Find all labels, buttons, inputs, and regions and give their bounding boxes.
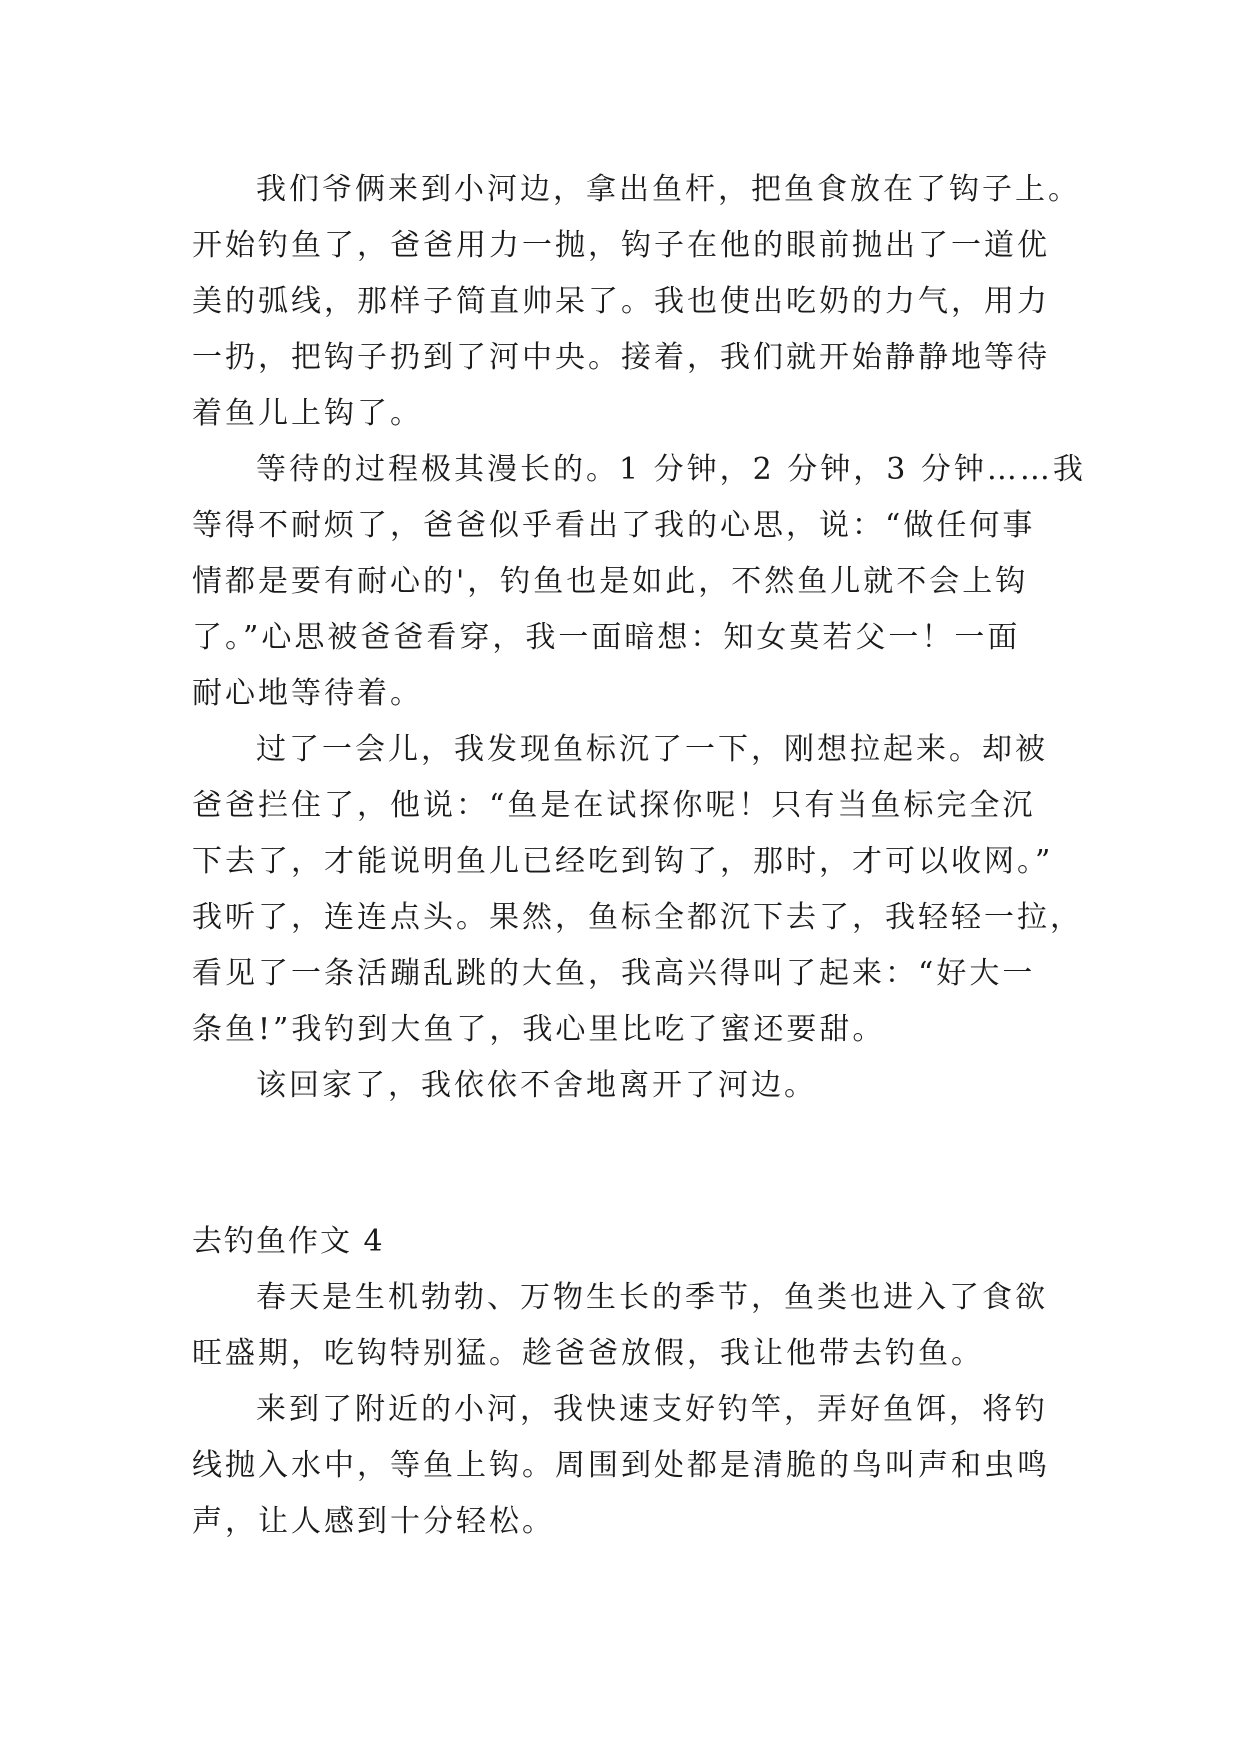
text-line: 线抛入水中，等鱼上钩。周围到处都是清脆的鸟叫声和虫鸣	[192, 1448, 1050, 1483]
text-line: 条鱼!”我钓到大鱼了，我心里比吃了蜜还要甜。	[192, 1012, 886, 1047]
paragraph	[192, 442, 1086, 722]
text-line: 耐心地等待着。	[192, 676, 423, 711]
paragraph	[192, 722, 1083, 1058]
text-line: 声，让人感到十分轻松。	[192, 1504, 555, 1539]
paragraph	[192, 1382, 1072, 1550]
paragraph	[192, 1270, 1072, 1382]
text-line: 情都是要有耐心的'，钓鱼也是如此，不然鱼儿就不会上钩	[192, 564, 1029, 599]
text-line: 爸爸拦住了，他说：“鱼是在试探你呢！只有当鱼标完全沉	[192, 788, 1036, 823]
text-line: 下去了，才能说明鱼儿已经吃到钩了，那时，才可以收网。”	[192, 844, 1054, 879]
text-line: 过了一会儿，我发现鱼标沉了一下，刚想拉起来。却被	[256, 732, 1048, 767]
text-line: 等得不耐烦了，爸爸似乎看出了我的心思，说：“做任何事	[192, 508, 1036, 543]
section-gap	[192, 1114, 1072, 1214]
text-line: 等待的过程极其漫长的。1 分钟，2 分钟，3 分钟……我	[256, 452, 1086, 487]
paragraph	[192, 1058, 1072, 1114]
text-line: 旺盛期，吃钩特别猛。趁爸爸放假，我让他带去钓鱼。	[192, 1336, 984, 1371]
text-line: 看见了一条活蹦乱跳的大鱼，我高兴得叫了起来：“好大一	[192, 956, 1036, 991]
text-line: 我听了，连连点头。果然，鱼标全都沉下去了，我轻轻一拉，	[192, 900, 1083, 935]
text-line: 该回家了，我依依不舍地离开了河边。	[256, 1068, 817, 1103]
text-line: 开始钓鱼了，爸爸用力一抛，钩子在他的眼前抛出了一道优	[192, 228, 1050, 263]
text-line: 了。”心思被爸爸看穿，我一面暗想：知女莫若父一！一面	[192, 620, 1021, 655]
document-body	[192, 162, 1086, 1550]
text-line: 来到了附近的小河，我快速支好钓竿，弄好鱼饵，将钓	[256, 1392, 1048, 1427]
text-line: 春天是生机勃勃、万物生长的季节，鱼类也进入了食欲	[256, 1280, 1048, 1315]
paragraph	[192, 162, 1081, 442]
text-line: 着鱼儿上钩了。	[192, 396, 423, 431]
text-line: 一扔，把钩子扔到了河中央。接着，我们就开始静静地等待	[192, 340, 1050, 375]
text-line: 美的弧线，那样子简直帅呆了。我也使出吃奶的力气，用力	[192, 284, 1050, 319]
text-line: 我们爷俩来到小河边，拿出鱼杆，把鱼食放在了钩子上。	[256, 172, 1081, 207]
section-title: 去钓鱼作文 4	[192, 1224, 385, 1259]
